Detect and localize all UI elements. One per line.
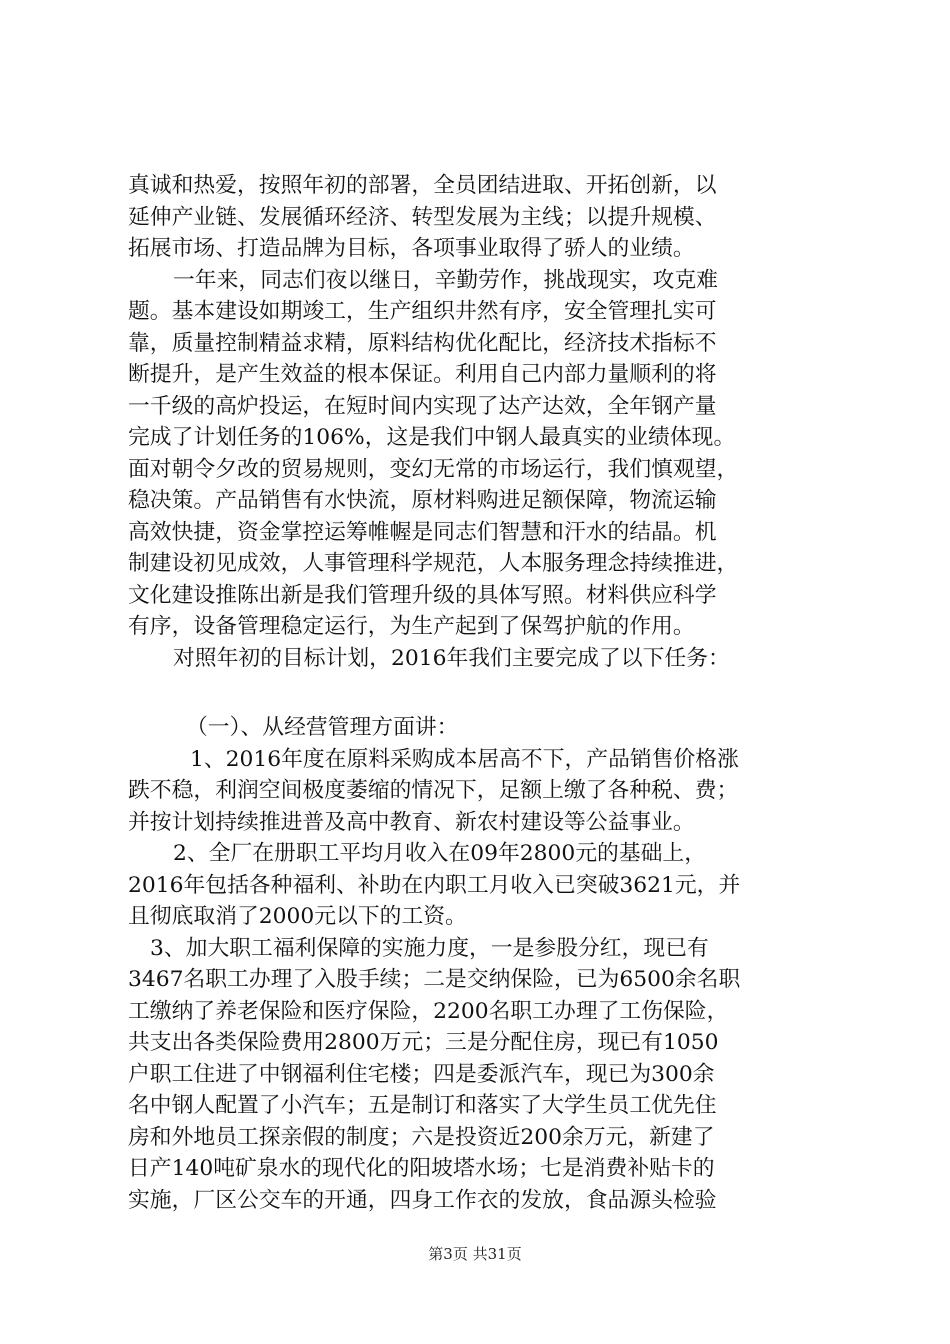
- text-line: 真诚和热爱，按照年初的部署，全员团结进取、开拓创新，以: [128, 173, 717, 198]
- section-heading: （一）、从经营管理方面讲：: [186, 715, 459, 740]
- text-line: 完成了计划任务的106%，这是我们中钢人最真实的业绩体现。: [128, 425, 736, 450]
- text-line: 高效快捷，资金掌控运筹帷幄是同志们智慧和汗水的结晶。机: [128, 519, 717, 545]
- text-line: 拓展市场、打造品牌为目标，各项事业取得了骄人的业绩。: [128, 236, 695, 261]
- text-line: 共支出各类保险费用2800万元；三是分配住房，现已有1050: [128, 1030, 719, 1055]
- text-line: 有序，设备管理稳定运行，为生产起到了保驾护航的作用。: [128, 614, 695, 639]
- text-line: 且彻底取消了2000元以下的工资。: [128, 904, 467, 929]
- body-text: [128, 170, 833, 1216]
- text-line: 一千级的高炉投运，在短时间内实现了达产达效，全年钢产量: [128, 393, 717, 419]
- text-line: 断提升，是产生效益的根本保证。利用自己内部力量顺利的将: [128, 362, 717, 387]
- text-line: 面对朝令夕改的贸易规则，变幻无常的市场运行，我们慎观望，: [128, 456, 739, 482]
- text-line: 延伸产业链、发展循环经济、转型发展为主线；以提升规模、: [128, 204, 717, 230]
- list-item-start: 3、加大职工福利保障的实施力度，一是参股分红，现已有: [150, 935, 709, 961]
- text-line: 并按计划持续推进普及高中教育、新农村建设等公益事业。: [128, 809, 695, 835]
- text-line: 房和外地员工探亲假的制度；六是投资近200余万元，新建了: [128, 1124, 715, 1150]
- text-line: 制建设初见成效，人事管理科学规范，人本服务理念持续推进，: [128, 551, 739, 576]
- text-line: 文化建设推陈出新是我们管理升级的具体写照。材料供应科学: [128, 582, 717, 608]
- text-line: 3467名职工办理了入股手续；二是交纳保险，已为6500余名职: [128, 967, 741, 992]
- page-number: 第3页 共31页: [428, 1245, 522, 1263]
- text-line: 实施，厂区公交车的开通，四身工作衣的发放，食品源头检验: [128, 1187, 717, 1213]
- text-line: 稳决策。产品销售有水快流，原材料购进足额保障，物流运输: [128, 488, 717, 513]
- text-line: 2016年包括各种福利、补助在内职工月收入已突破3621元，并: [128, 872, 741, 898]
- text-line: 靠，质量控制精益求精，原料结构优化配比，经济技术指标不: [128, 330, 717, 356]
- text-line: 跌不稳，利润空间极度萎缩的情况下，足额上缴了各种税、费；: [128, 778, 739, 803]
- text-line: 题。基本建设如期竣工，生产组织井然有序，安全管理扎实可: [128, 299, 717, 324]
- paragraph-gap: [128, 674, 833, 712]
- paragraph-start: 对照年初的目标计划，2016年我们主要完成了以下任务：: [173, 645, 730, 671]
- text-line: 日产140吨矿泉水的现代化的阳坡塔水场；七是消费补贴卡的: [128, 1156, 715, 1181]
- text-line: 名中钢人配置了小汽车；五是制订和落实了大学生员工优先住: [128, 1093, 717, 1118]
- text-line: 户职工住进了中钢福利住宅楼；四是委派汽车，现已为300余: [128, 1061, 715, 1087]
- list-item-start: 2、全厂在册职工平均月收入在09年2800元的基础上，: [173, 841, 707, 866]
- paragraph-start: 一年来，同志们夜以继日，辛勤劳作，挑战现实，攻克难: [173, 267, 718, 293]
- list-item-start: 1、2016年度在原料采购成本居高不下，产品销售价格涨: [190, 746, 739, 772]
- text-line: 工缴纳了养老保险和医疗保险，2200名职工办理了工伤保险，: [128, 998, 729, 1024]
